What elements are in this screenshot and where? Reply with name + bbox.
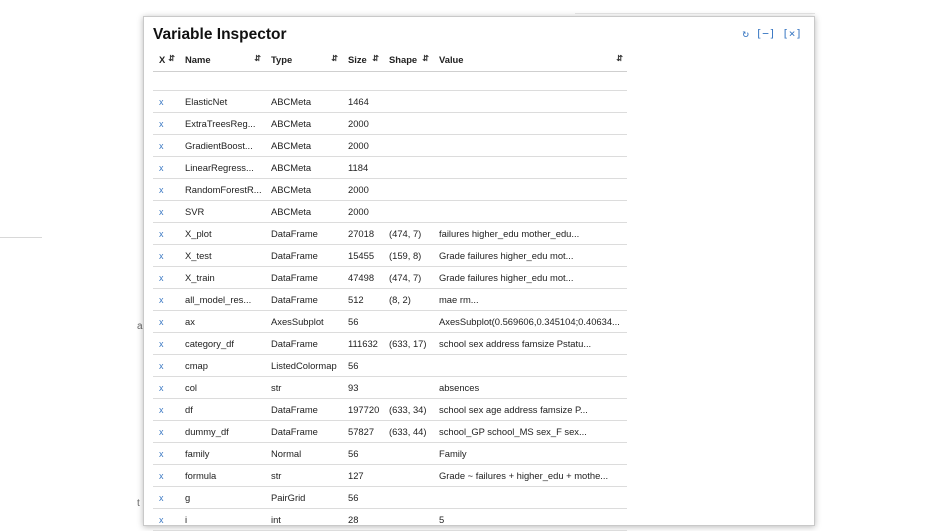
delete-variable-button[interactable]: x	[153, 377, 179, 399]
table-row	[153, 487, 627, 509]
table-row	[153, 245, 627, 267]
variable-name: g	[179, 487, 265, 509]
delete-variable-button[interactable]: x	[153, 333, 179, 355]
variable-name: df	[179, 399, 265, 421]
background-line	[0, 237, 42, 238]
variable-type: DataFrame	[265, 421, 342, 443]
delete-variable-button[interactable]: x	[153, 289, 179, 311]
variable-value: Grade ~ failures + higher_edu + mothe...	[433, 465, 627, 487]
variable-name: category_df	[179, 333, 265, 355]
variable-name: i	[179, 509, 265, 531]
variable-type: ListedColormap	[265, 355, 342, 377]
variable-type: ABCMeta	[265, 179, 342, 201]
table-row	[153, 267, 627, 289]
variable-value: absences	[433, 377, 627, 399]
variable-name: LinearRegress...	[179, 157, 265, 179]
variable-size: 56	[342, 311, 383, 333]
variable-value: mae rm...	[433, 289, 627, 311]
variable-name: X_train	[179, 267, 265, 289]
variable-name: ElasticNet	[179, 91, 265, 113]
variable-type: PairGrid	[265, 487, 342, 509]
variable-type: DataFrame	[265, 399, 342, 421]
column-header-x[interactable]: X ⇵	[153, 47, 179, 72]
variable-value	[433, 179, 627, 201]
variable-type: str	[265, 377, 342, 399]
variable-size: 47498	[342, 267, 383, 289]
variable-size: 1464	[342, 91, 383, 113]
table-row	[153, 289, 627, 311]
variable-value	[433, 91, 627, 113]
variable-shape: (8, 2)	[383, 289, 433, 311]
delete-variable-button[interactable]: x	[153, 465, 179, 487]
panel-controls	[742, 27, 802, 40]
table-row	[153, 333, 627, 355]
variable-value	[433, 157, 627, 179]
delete-variable-button[interactable]: x	[153, 267, 179, 289]
column-header-value[interactable]: Value ⇵	[433, 47, 627, 72]
variable-value: failures higher_edu mother_edu...	[433, 223, 627, 245]
variable-value: Family	[433, 443, 627, 465]
variable-value: school_GP school_MS sex_F sex...	[433, 421, 627, 443]
variable-name: GradientBoost...	[179, 135, 265, 157]
table-row	[153, 179, 627, 201]
variable-type: ABCMeta	[265, 201, 342, 223]
table-row	[153, 157, 627, 179]
variable-name: SVR	[179, 201, 265, 223]
variable-shape: (633, 34)	[383, 399, 433, 421]
variable-type: DataFrame	[265, 267, 342, 289]
variable-size: 2000	[342, 113, 383, 135]
delete-variable-button[interactable]: x	[153, 91, 179, 113]
variable-shape	[383, 377, 433, 399]
variable-size: 56	[342, 487, 383, 509]
delete-variable-button[interactable]: x	[153, 355, 179, 377]
delete-variable-button[interactable]: x	[153, 509, 179, 531]
close-button[interactable]: [×]	[782, 27, 802, 40]
variables-table	[153, 47, 627, 531]
variable-type: ABCMeta	[265, 157, 342, 179]
variable-value: Grade failures higher_edu mot...	[433, 245, 627, 267]
variable-type: DataFrame	[265, 245, 342, 267]
variable-size: 56	[342, 355, 383, 377]
variable-name: all_model_res...	[179, 289, 265, 311]
collapse-button[interactable]: [−]	[755, 27, 776, 40]
variable-name: RandomForestR...	[179, 179, 265, 201]
delete-variable-button[interactable]: x	[153, 399, 179, 421]
variable-size: 1184	[342, 157, 383, 179]
sort-icon[interactable]: ⇵	[372, 53, 379, 63]
sort-icon[interactable]: ⇵	[168, 53, 175, 63]
table-row	[153, 399, 627, 421]
variable-shape: (474, 7)	[383, 223, 433, 245]
sort-icon[interactable]: ⇵	[331, 53, 338, 63]
variable-size: 2000	[342, 135, 383, 157]
table-row	[153, 377, 627, 399]
variable-size: 27018	[342, 223, 383, 245]
variable-name: col	[179, 377, 265, 399]
variable-shape: (633, 17)	[383, 333, 433, 355]
table-row	[153, 135, 627, 157]
variable-inspector-panel	[143, 16, 815, 526]
variable-shape: (633, 44)	[383, 421, 433, 443]
variable-shape	[383, 135, 433, 157]
variable-type: int	[265, 509, 342, 531]
variable-type: AxesSubplot	[265, 311, 342, 333]
column-header-shape[interactable]: Shape ⇵	[383, 47, 433, 72]
background-line	[575, 13, 815, 14]
variable-type: ABCMeta	[265, 91, 342, 113]
delete-variable-button[interactable]: x	[153, 223, 179, 245]
sort-icon[interactable]: ⇵	[254, 53, 261, 63]
sort-icon[interactable]: ⇵	[422, 53, 429, 63]
refresh-icon[interactable]: ↻	[742, 27, 749, 40]
variable-size: 56	[342, 443, 383, 465]
variable-size: 111632	[342, 333, 383, 355]
delete-variable-button[interactable]: x	[153, 443, 179, 465]
variable-name: ExtraTreesReg...	[179, 113, 265, 135]
table-row	[153, 465, 627, 487]
variable-value	[433, 487, 627, 509]
variable-size: 197720	[342, 399, 383, 421]
variable-value: school sex age address famsize P...	[433, 399, 627, 421]
table-row	[153, 113, 627, 135]
variable-value: 5	[433, 509, 627, 531]
table-row	[153, 223, 627, 245]
variable-value: AxesSubplot(0.569606,0.345104;0.40634...	[433, 311, 627, 333]
variable-size: 127	[342, 465, 383, 487]
table-row	[153, 311, 627, 333]
delete-variable-button[interactable]: x	[153, 421, 179, 443]
variable-type: ABCMeta	[265, 113, 342, 135]
variable-value	[433, 113, 627, 135]
variable-shape	[383, 465, 433, 487]
panel-title: Variable Inspector	[153, 26, 287, 43]
variable-name: ax	[179, 311, 265, 333]
sort-icon[interactable]: ⇵	[616, 53, 623, 63]
background-text: a	[137, 321, 143, 332]
variable-name: X_plot	[179, 223, 265, 245]
variable-type: DataFrame	[265, 223, 342, 245]
variable-type: DataFrame	[265, 289, 342, 311]
column-header-name[interactable]: Name ⇵	[179, 47, 265, 72]
variable-shape	[383, 91, 433, 113]
background-text: t	[137, 498, 140, 509]
variable-shape	[383, 509, 433, 531]
variable-type: Normal	[265, 443, 342, 465]
delete-variable-button[interactable]: x	[153, 487, 179, 509]
delete-variable-button[interactable]: x	[153, 135, 179, 157]
variable-size: 28	[342, 509, 383, 531]
header-row	[153, 47, 627, 72]
variable-shape	[383, 113, 433, 135]
variable-value: school sex address famsize Pstatu...	[433, 333, 627, 355]
variable-shape: (474, 7)	[383, 267, 433, 289]
variable-name: formula	[179, 465, 265, 487]
delete-variable-button[interactable]: x	[153, 311, 179, 333]
table-row	[153, 509, 627, 531]
delete-variable-button[interactable]: x	[153, 113, 179, 135]
variable-shape	[383, 157, 433, 179]
variable-type: DataFrame	[265, 333, 342, 355]
variable-size: 512	[342, 289, 383, 311]
variable-name: X_test	[179, 245, 265, 267]
variable-value	[433, 135, 627, 157]
variable-name: family	[179, 443, 265, 465]
variable-name: dummy_df	[179, 421, 265, 443]
variable-size: 15455	[342, 245, 383, 267]
variable-shape: (159, 8)	[383, 245, 433, 267]
table-row	[153, 443, 627, 465]
variable-size: 2000	[342, 201, 383, 223]
table-row	[153, 421, 627, 443]
variable-size: 57827	[342, 421, 383, 443]
delete-variable-button[interactable]: x	[153, 245, 179, 267]
variable-name: cmap	[179, 355, 265, 377]
delete-variable-button[interactable]: x	[153, 179, 179, 201]
variable-type: str	[265, 465, 342, 487]
table-row	[153, 91, 627, 113]
variable-shape	[383, 487, 433, 509]
variable-shape	[383, 355, 433, 377]
variable-shape	[383, 311, 433, 333]
variable-shape	[383, 201, 433, 223]
table-row	[153, 355, 627, 377]
variable-shape	[383, 179, 433, 201]
variable-size: 2000	[342, 179, 383, 201]
variable-value: Grade failures higher_edu mot...	[433, 267, 627, 289]
variable-shape	[383, 443, 433, 465]
table-row	[153, 201, 627, 223]
column-header-type[interactable]: Type ⇵	[265, 47, 342, 72]
variable-type: ABCMeta	[265, 135, 342, 157]
delete-variable-button[interactable]: x	[153, 201, 179, 223]
variable-value	[433, 355, 627, 377]
delete-variable-button[interactable]: x	[153, 157, 179, 179]
variable-size: 93	[342, 377, 383, 399]
variable-value	[433, 201, 627, 223]
column-header-size[interactable]: Size ⇵	[342, 47, 383, 72]
table-spacer-row	[153, 72, 627, 91]
